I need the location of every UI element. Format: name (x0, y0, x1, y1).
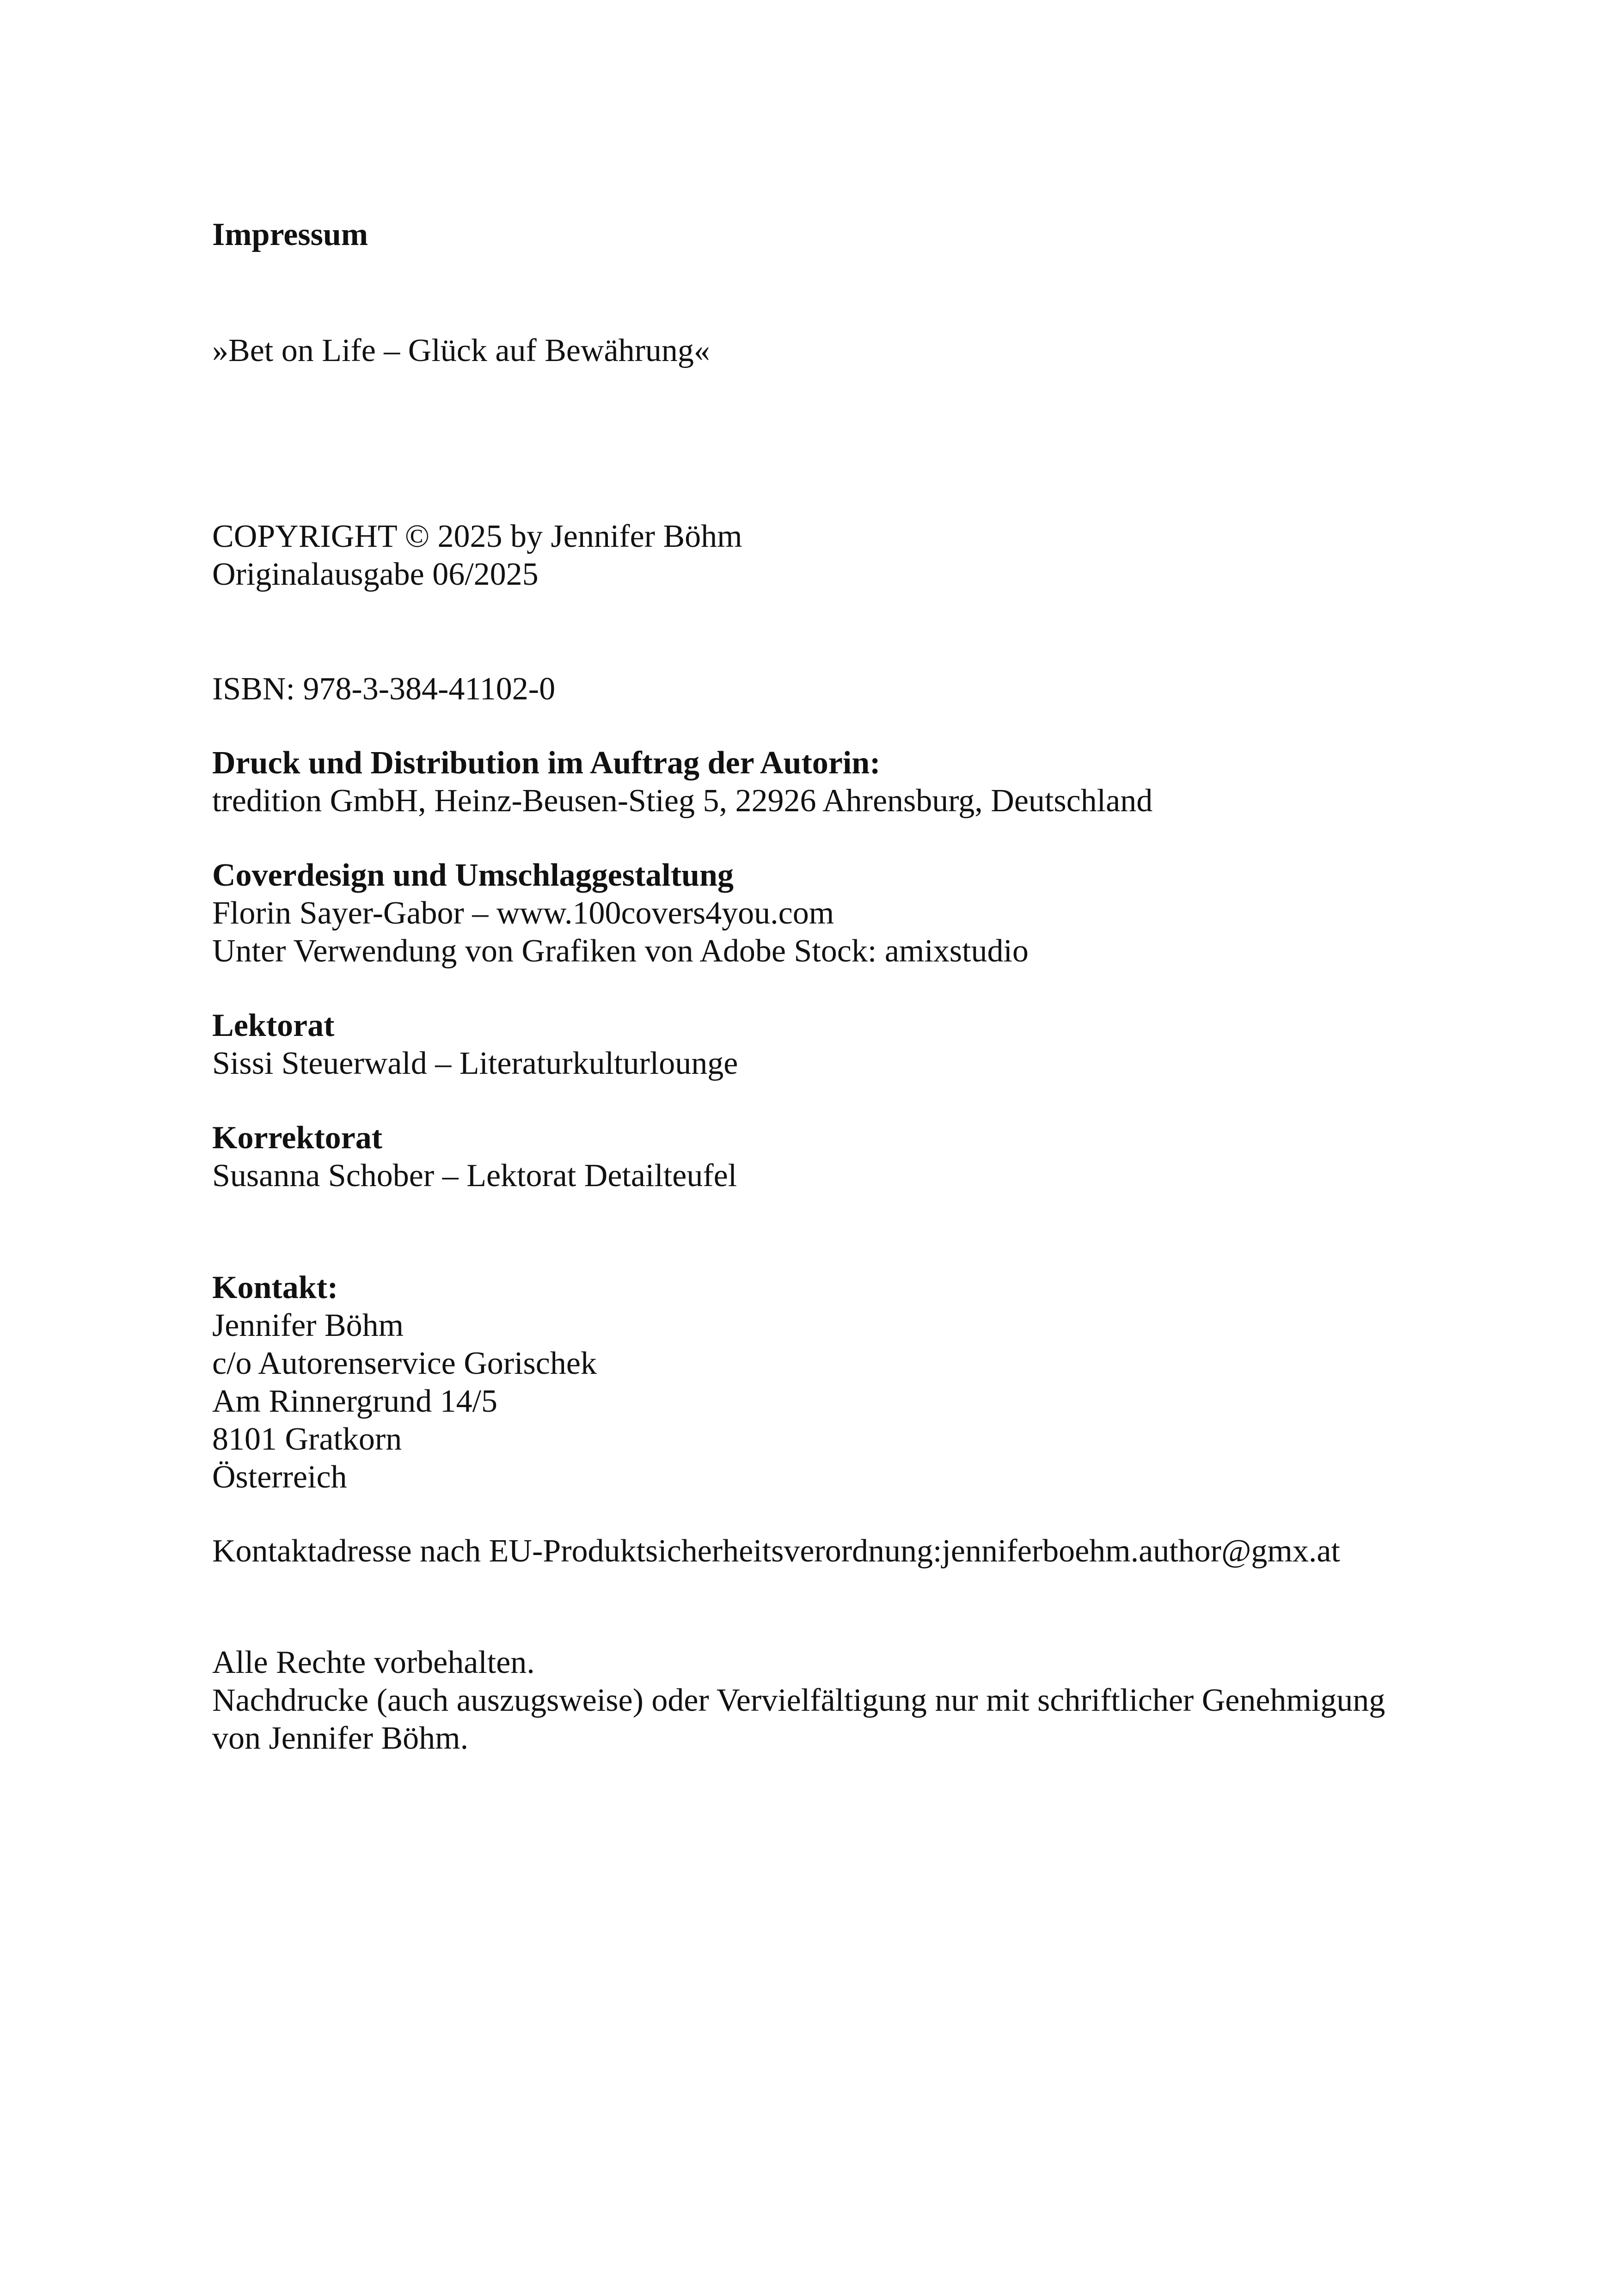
rights-reprint-notice: Nachdrucke (auch auszugsweise) oder Vervielfältigung nur mit schriftlicher Genehmigung (212, 1683, 1385, 1718)
isbn-line: ISBN: 978-3-384-41102-0 (212, 671, 556, 707)
korrektorat-label: Korrektorat (212, 1120, 383, 1156)
contact-street: Am Rinnergrund 14/5 (212, 1384, 498, 1419)
lektorat-text: Sissi Steuerwald – Literaturkulturlounge (212, 1046, 738, 1081)
contact-care-of: c/o Autorenservice Gorischek (212, 1346, 597, 1381)
eu-contact-address: Kontaktadresse nach EU-Produktsicherheitsverordnung:jenniferboehm.author@gmx.at (212, 1533, 1340, 1569)
copyright-line: COPYRIGHT © 2025 by Jennifer Böhm (212, 519, 742, 554)
distribution-label: Druck und Distribution im Auftrag der Autorin: (212, 745, 881, 781)
book-title: »Bet on Life – Glück auf Bewährung« (212, 333, 710, 368)
page-title: Impressum (212, 217, 368, 252)
korrektorat-text: Susanna Schober – Lektorat Detailteufel (212, 1158, 737, 1194)
rights-owner: von Jennifer Böhm. (212, 1720, 469, 1756)
rights-reserved: Alle Rechte vorbehalten. (212, 1645, 535, 1680)
cover-designer: Florin Sayer-Gabor – www.100covers4you.com (212, 895, 834, 931)
cover-graphics-credit: Unter Verwendung von Grafiken von Adobe Stock: amixstudio (212, 933, 1029, 969)
contact-label: Kontakt: (212, 1270, 338, 1305)
cover-label: Coverdesign und Umschlaggestaltung (212, 857, 734, 893)
contact-country: Österreich (212, 1459, 347, 1495)
lektorat-label: Lektorat (212, 1008, 335, 1043)
contact-name: Jennifer Böhm (212, 1308, 404, 1343)
edition-line: Originalausgabe 06/2025 (212, 557, 539, 592)
distribution-text: tredition GmbH, Heinz-Beusen-Stieg 5, 22926 Ahrensburg, Deutschland (212, 783, 1153, 819)
contact-city: 8101 Gratkorn (212, 1421, 402, 1457)
